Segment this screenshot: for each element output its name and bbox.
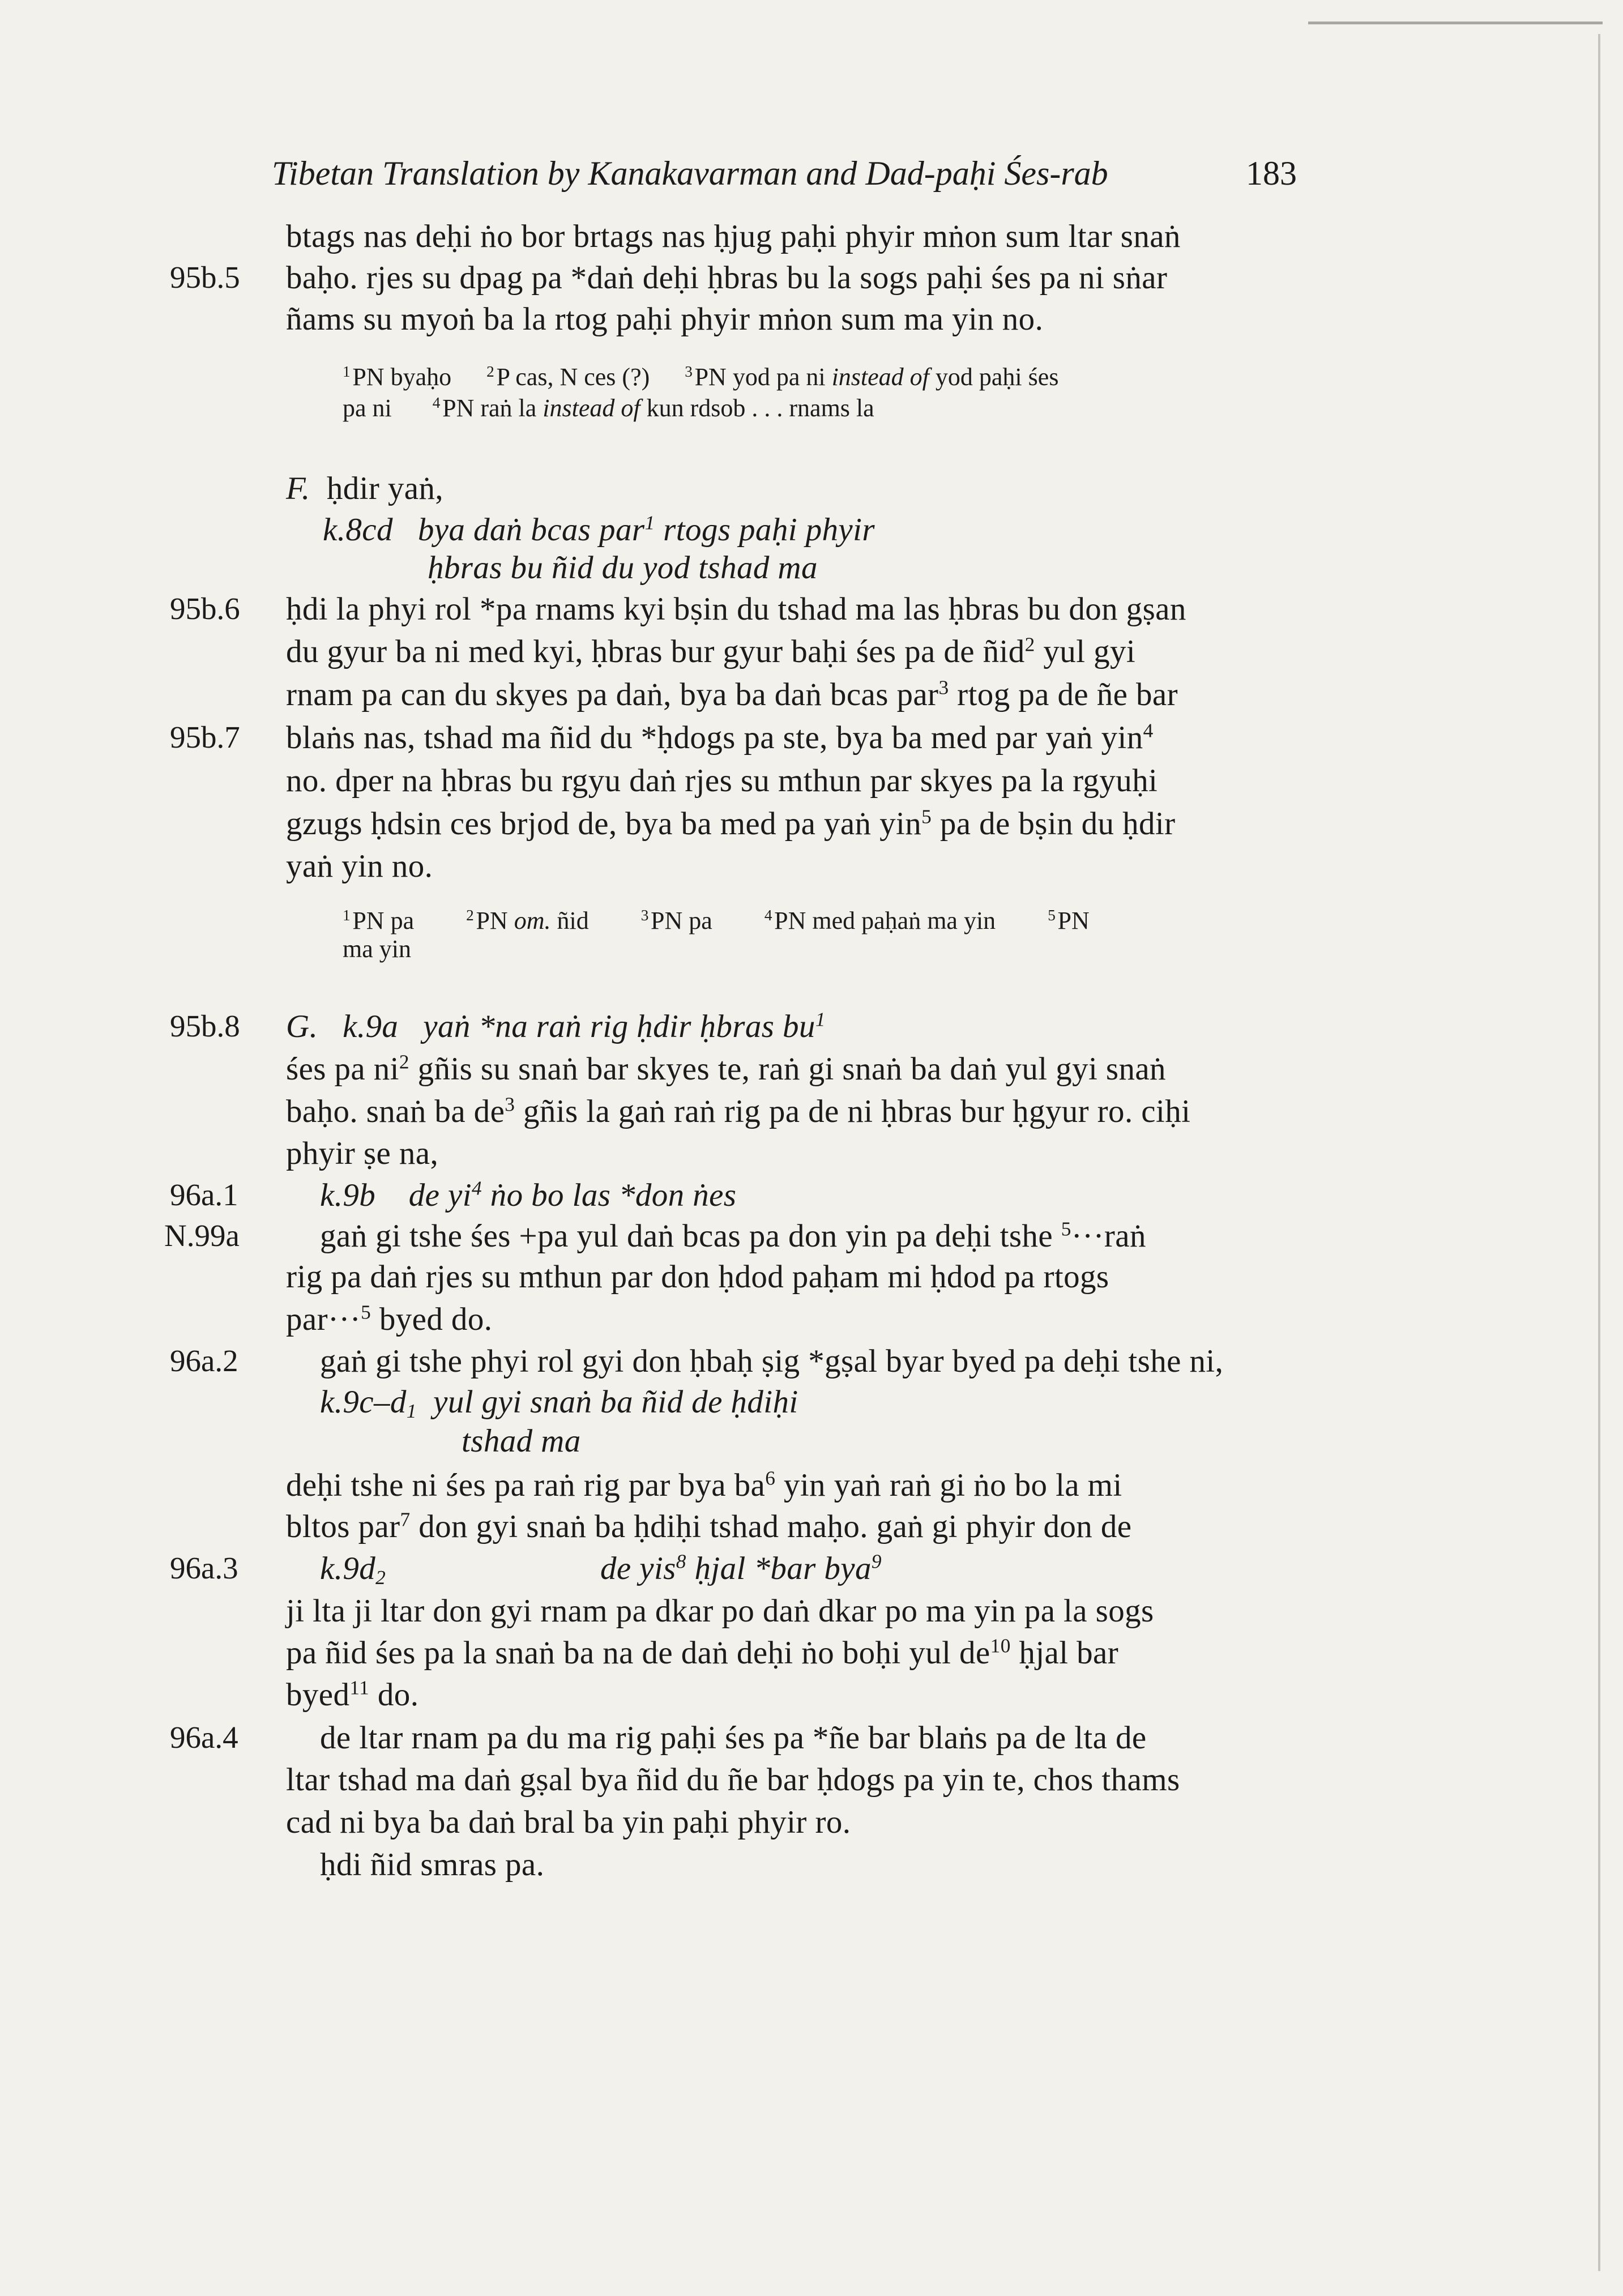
text-line: byed$^{11}$ do. [286, 1676, 419, 1713]
margin-ref: 95b.5 [170, 260, 240, 295]
footnote-line: ma yin [343, 935, 411, 963]
footnote-line: pa ni $^4$ PN raṅ la instead of kun rdsob . . . rnams la [343, 394, 874, 422]
text-line: btags nas deḥi ṅo bor brtags nas ḥjug paḥi phyir mṅon sum ltar snaṅ [286, 219, 1181, 254]
margin-ref: N.99a [164, 1218, 240, 1253]
section-f-heading: F. ḥdir yaṅ, [286, 471, 444, 506]
text-line: deḥi tshe ni śes pa raṅ rig par bya $ba^6$ yin yaṅ raṅ gi ṅo bo la mi [286, 1467, 1122, 1503]
karika-9cd-cont: tshad ma [462, 1423, 581, 1459]
text-line: baḥo. rjes su dpag pa *daṅ deḥi ḥbras bu la sogs paḥi śes pa ni sṅar [286, 260, 1168, 296]
text-line: baḥo. snaṅ ba $de^3$ gñis la gaṅ raṅ rig pa de ni ḥbras bur ḥgyur ro. ciḥi [286, 1093, 1191, 1129]
text-line: phyir ṣe na, [286, 1136, 439, 1171]
text-line: ḥdi la phyi rol *pa rnams kyi bṣin du tshad ma las ḥbras bu don gṣan [286, 591, 1186, 627]
text-line: gaṅ gi tshe phyi rol gyi don ḥbaḥ ṣig *gṣal byar byed pa deḥi tshe ni, [320, 1343, 1224, 1379]
margin-ref: 96a.1 [170, 1177, 238, 1212]
karika-8cd-cont: ḥbras bu ñid du yod tshad ma [428, 550, 818, 586]
text-line: ḥdi ñid smras pa. [320, 1847, 545, 1883]
text-line: par···$^5$ byed do. [286, 1301, 493, 1337]
margin-ref: 95b.7 [170, 720, 240, 754]
text-line: rnam pa can du skyes pa daṅ, bya ba daṅ bcas par$^3$ rtog pa de ñe bar [286, 676, 1178, 712]
karika-9cd: $k.9c-d_1$ yul gyi snaṅ ba ñid de ḥdiḥi [320, 1384, 798, 1422]
text-line: ltar tshad ma daṅ gṣal bya ñid du ñe bar ḥdogs pa yin te, chos thams [286, 1762, 1180, 1798]
margin-ref: 96a.2 [170, 1343, 238, 1378]
text-line: gaṅ gi tshe śes +pa yul daṅ bcas pa don yin pa deḥi tshe $^5$···raṅ [320, 1218, 1146, 1254]
section-g-heading: G. k.9a yaṅ *na raṅ rig ḥdir ḥbras $bu^1$ [286, 1008, 826, 1044]
text-line: du gyur ba ni med kyi, ḥbras bur gyur baḥi śes pa de ñid$^2$ yul gyi [286, 633, 1136, 669]
running-title: Tibetan Translation by Kanakavarman and Dad-paḥi Śes-rab [272, 155, 1108, 192]
text-line: śes pa $ni^2$ gñis su snaṅ bar skyes te, raṅ gi snaṅ ba daṅ yul gyi snaṅ [286, 1051, 1166, 1087]
footnote-line: $^1$ PN pa $^2$ PN om. ñid $^3$ PN pa $^4$ PN med paḥaṅ ma yin $^5$ PN [343, 907, 1090, 934]
text-line: no. dper na ḥbras bu rgyu daṅ rjes su mthun par skyes pa la rgyuḥi [286, 763, 1158, 799]
text-line: cad ni bya ba daṅ bral ba yin paḥi phyir ro. [286, 1804, 851, 1840]
margin-ref: 95b.8 [170, 1009, 240, 1043]
text-line: de ltar rnam pa du ma rig paḥi śes pa *ñe bar blaṅs pa de lta de [320, 1720, 1147, 1756]
text-line: pa ñid śes pa la snaṅ ba na de daṅ deḥi ṅo boḥi yul $de^{10}$ ḥjal bar [286, 1634, 1119, 1671]
text-line: ñams su myoṅ ba la rtog paḥi phyir mṅon sum ma yin no. [286, 301, 1044, 337]
text-line: rig pa daṅ rjes su mthun par don ḥdod paḥam mi ḥdod pa rtogs [286, 1259, 1109, 1295]
scan-edge-right [1598, 34, 1600, 2271]
footnote-line: $^1$ PN byaḥo $^2$ P cas, N ces (?) $^3$ PN yod pa ni instead of yod paḥi śes [343, 363, 1059, 391]
text-line: yaṅ yin no. [286, 848, 433, 884]
text-line: ji lta ji ltar don gyi rnam pa dkar po daṅ dkar po ma yin pa la sogs [286, 1593, 1154, 1629]
margin-ref: 95b.6 [170, 591, 240, 626]
scan-edge-top [1308, 22, 1603, 24]
page-number: 183 [1246, 155, 1297, 192]
karika-8cd: k.8cd bya daṅ bcas par$^1$ rtogs paḥi phyir [323, 511, 875, 548]
footnote-number: 1 [343, 363, 351, 380]
karika-9d2-text: de yis$^8$ ḥjal *bar bya$^9$ [600, 1550, 882, 1586]
text-line: blaṅs nas, tshad ma ñid du *ḥdogs pa ste, bya ba med par yaṅ yin$^4$ [286, 719, 1154, 756]
karika-9d2: $k.9d_2$ [320, 1551, 386, 1589]
text-line: gzugs ḥdsin ces brjod de, bya ba med pa yaṅ yin$^5$ pa de bṣin du ḥdir [286, 805, 1176, 842]
margin-ref: 96a.3 [170, 1551, 238, 1585]
text-line: bltos par$^7$ don gyi snaṅ ba ḥdiḥi tshad maḥo. gaṅ gi phyir don de [286, 1508, 1132, 1544]
margin-ref: 96a.4 [170, 1720, 238, 1755]
karika-9b: k.9b de $yi^4$ ṅo bo las *don ṅes [320, 1177, 737, 1213]
